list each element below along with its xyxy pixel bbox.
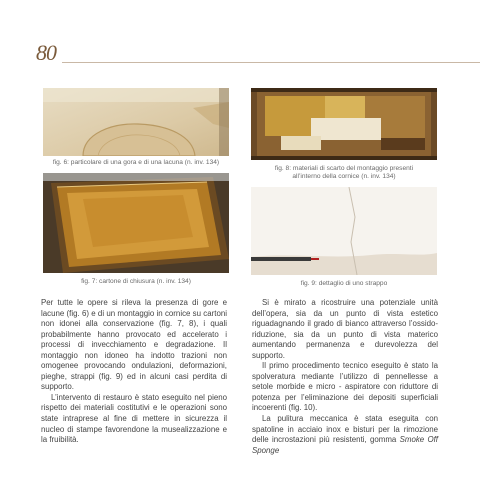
right-paragraph-3 [252, 414, 438, 456]
figure-7-caption: fig. 7: cartone di chiusura (n. inv. 134) [81, 278, 191, 285]
stain-detail-image [43, 88, 229, 156]
left-paragraph-2: L’intervento di restauro è stato eseguito nel pieno rispetto dei materiali costitutivi e le operazioni sono state intraprese al fine di mettere in sicurezza il nucleo di stampe favorendone la musealizzazione e la fruibilità. [41, 392, 227, 445]
figure-8-caption-line1: fig. 8: materiali di scarto del montaggio presenti [274, 165, 414, 172]
right-paragraph-2: Il primo procedimento tecnico eseguito è stato la spolveratura mediante l’utilizzo di pennellesse a setole morbide e micro - aspiratore con riduttore di potenza per l’eliminazione dei depositi superficiali incoerenti (fig. 10). [252, 361, 438, 413]
backing-board-image [43, 173, 229, 273]
left-text-column [41, 298, 227, 446]
right-paragraph-3-text: La pulitura meccanica è stata eseguita con spatoline in acciaio inox e bisturi per la rimozione delle incrostazioni più resistenti, gomma [252, 414, 438, 445]
figure-6-caption: fig. 6: particolare di una gora e di una lacuna (n. inv. 134) [52, 159, 220, 166]
left-paragraph-1: Per tutte le opere si rileva la presenza di gore e lacune (fig. 6) e di un montaggio in cornice su cartoni non idonei alla conservazione (fig. 7, 8), i quali probabilmente hanno provocato ed accelerato i processi di invecchiamento e degradazione. Il montaggio non idoneo ha indotto trazioni non omogenee provocando ondulazioni, deformazioni, pieghe, strappi (fig. 9) ed in alcuni casi perdita di supporto. [41, 298, 227, 392]
figure-6-photo [43, 88, 229, 156]
figure-9-caption: fig. 9: dettaglio di uno strappo [300, 280, 388, 287]
right-paragraph-3-product: Smoke Off Sponge [252, 435, 438, 455]
figure-8-photo [251, 88, 437, 160]
frame-scraps-image [251, 88, 437, 160]
right-paragraph-1: Si è mirato a ricostruire una potenziale unità dell’opera, sia da un punto di vista estetico riguadagnando il grado di bianco attraverso l’ossido-riduzione, sia da un punto di vista materico aumentando permanenza e durevolezza del supporto. [252, 298, 438, 360]
right-text-column [252, 298, 438, 456]
figure-7-photo [43, 173, 229, 273]
header-rule [62, 62, 480, 63]
tear-detail-image [251, 187, 437, 275]
figure-9-photo [251, 187, 437, 275]
figure-8-caption [246, 165, 442, 181]
figure-8-caption-line2: all’interno della cornice (n. inv. 134) [292, 173, 396, 180]
page-number: 80 [36, 40, 56, 65]
